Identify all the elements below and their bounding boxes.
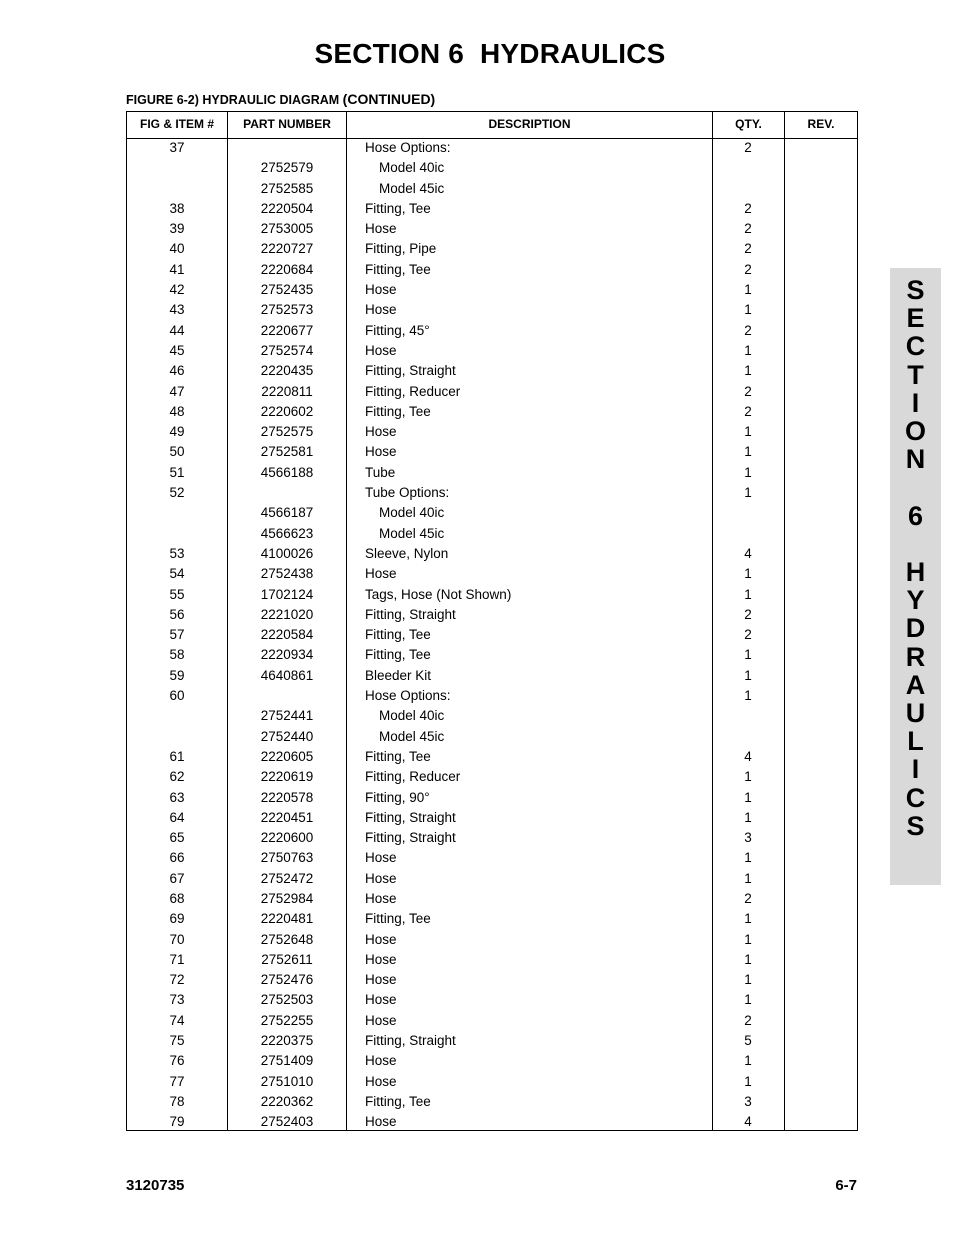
description: Fitting, Straight xyxy=(365,830,456,846)
table-row xyxy=(127,667,857,687)
quantity: 2 xyxy=(744,241,752,257)
section-side-tab xyxy=(890,268,941,885)
quantity: 2 xyxy=(744,627,752,643)
part-number: 2220481 xyxy=(260,911,314,927)
side-tab-letter: H xyxy=(905,557,926,587)
quantity: 1 xyxy=(744,485,752,501)
description: Fitting, Pipe xyxy=(365,241,437,257)
fig-item-number: 58 xyxy=(169,647,185,663)
part-number: 2752435 xyxy=(260,282,314,298)
quantity: 1 xyxy=(744,992,752,1008)
quantity: 1 xyxy=(744,586,752,602)
table-row xyxy=(127,383,857,403)
quantity: 1 xyxy=(744,282,752,298)
table-row xyxy=(127,1032,857,1052)
fig-item-number: 38 xyxy=(169,200,185,216)
description: Model 45ic xyxy=(379,728,445,744)
description: Tube Options: xyxy=(365,485,450,501)
table-row xyxy=(127,870,857,890)
table-row xyxy=(127,180,857,200)
side-tab-letter: R xyxy=(905,641,926,672)
quantity: 1 xyxy=(744,667,752,683)
fig-item-number: 57 xyxy=(169,627,185,643)
fig-item-number: 76 xyxy=(169,1053,185,1069)
part-number: 2753005 xyxy=(260,221,314,237)
side-tab-letter: I xyxy=(911,754,920,785)
table-row xyxy=(127,220,857,240)
part-number: 4640861 xyxy=(260,667,314,683)
fig-item-number: 75 xyxy=(169,1033,185,1049)
fig-item-number: 65 xyxy=(169,830,185,846)
part-number: 2220435 xyxy=(260,363,314,379)
part-number: 2220677 xyxy=(260,322,314,338)
part-number: 2220451 xyxy=(260,809,314,825)
quantity: 1 xyxy=(744,647,752,663)
part-number: 2752441 xyxy=(260,708,314,724)
description: Tags, Hose (Not Shown) xyxy=(365,586,512,602)
side-tab-letter: T xyxy=(907,359,924,390)
description: Model 40ic xyxy=(379,160,445,176)
table-row xyxy=(127,200,857,220)
description: Hose xyxy=(365,302,397,318)
part-number: 2752440 xyxy=(260,728,314,744)
quantity: 1 xyxy=(744,464,752,480)
table-row xyxy=(127,281,857,301)
quantity: 4 xyxy=(744,748,752,764)
fig-item-number: 69 xyxy=(169,911,185,927)
fig-item-number: 71 xyxy=(169,951,185,967)
table-row xyxy=(127,586,857,606)
quantity: 1 xyxy=(744,769,752,785)
table-row xyxy=(127,240,857,260)
figure-caption-continued: (CONTINUED) xyxy=(342,91,436,107)
fig-item-number: 51 xyxy=(169,464,185,480)
figure-caption-text: FIGURE 6-2) HYDRAULIC DIAGRAM xyxy=(126,93,343,107)
table-row xyxy=(127,403,857,423)
table-row xyxy=(127,1113,857,1133)
table-body xyxy=(127,139,857,1134)
description: Hose Options: xyxy=(365,688,451,704)
part-number: 2220811 xyxy=(261,383,313,399)
table-row xyxy=(127,707,857,727)
table-row xyxy=(127,890,857,910)
quantity: 1 xyxy=(744,1073,752,1089)
column-header-rev: REV. xyxy=(807,117,835,131)
description: Fitting, 90° xyxy=(365,789,430,805)
fig-item-number: 64 xyxy=(169,809,185,825)
side-tab-letter: U xyxy=(905,698,926,728)
table-row xyxy=(127,991,857,1011)
description: Hose xyxy=(365,890,397,906)
part-number: 4100026 xyxy=(260,545,314,561)
description: Fitting, Straight xyxy=(365,1033,456,1049)
fig-item-number: 67 xyxy=(169,870,185,886)
description: Fitting, Tee xyxy=(365,200,431,216)
side-tab-letter: N xyxy=(905,444,926,475)
table-row xyxy=(127,829,857,849)
table-row xyxy=(127,565,857,585)
description: Hose Options: xyxy=(365,140,451,155)
description: Hose xyxy=(365,850,397,866)
side-tab-letter: S xyxy=(906,275,925,305)
figure-caption xyxy=(126,91,435,107)
table-row xyxy=(127,423,857,443)
description: Fitting, Straight xyxy=(365,363,456,379)
part-number: 2752403 xyxy=(260,1114,314,1130)
table-row xyxy=(127,931,857,951)
table-row xyxy=(127,971,857,991)
parts-table xyxy=(126,111,858,1131)
fig-item-number: 66 xyxy=(169,850,185,866)
part-number: 2220684 xyxy=(260,261,314,277)
quantity: 1 xyxy=(744,424,752,440)
quantity: 2 xyxy=(744,140,752,155)
quantity: 1 xyxy=(744,789,752,805)
quantity: 1 xyxy=(744,809,752,825)
description: Hose xyxy=(365,282,397,298)
fig-item-number: 46 xyxy=(169,363,185,379)
part-number: 2220578 xyxy=(260,789,314,805)
table-row xyxy=(127,910,857,930)
table-row xyxy=(127,606,857,626)
description: Model 45ic xyxy=(379,525,445,541)
fig-item-number: 44 xyxy=(169,322,185,338)
side-tab-letter: Y xyxy=(906,585,925,616)
part-number: 2221020 xyxy=(260,606,314,622)
quantity: 2 xyxy=(744,1012,752,1028)
part-number: 1702124 xyxy=(260,586,314,602)
quantity: 1 xyxy=(744,342,752,358)
quantity: 2 xyxy=(744,383,752,399)
description: Fitting, Tee xyxy=(365,261,431,277)
part-number: 2752438 xyxy=(260,566,314,582)
fig-item-number: 61 xyxy=(169,748,185,764)
part-number: 2752575 xyxy=(260,424,314,440)
table-row xyxy=(127,626,857,646)
fig-item-number: 40 xyxy=(169,241,185,257)
description: Hose xyxy=(365,931,397,947)
description: Hose xyxy=(365,566,397,582)
description: Fitting, 45° xyxy=(365,322,430,338)
description: Tube xyxy=(365,464,396,480)
table-row xyxy=(127,951,857,971)
table-row xyxy=(127,261,857,281)
part-number: 2752476 xyxy=(260,972,314,988)
part-number: 2220619 xyxy=(260,769,314,785)
table-row xyxy=(127,525,857,545)
part-number: 2220602 xyxy=(260,403,314,419)
fig-item-number: 45 xyxy=(169,342,185,358)
column-header-description: DESCRIPTION xyxy=(488,117,571,131)
fig-item-number: 48 xyxy=(169,403,185,419)
part-number: 2220934 xyxy=(260,647,314,663)
description: Hose xyxy=(365,1114,397,1130)
quantity: 3 xyxy=(744,830,752,846)
part-number: 2750763 xyxy=(260,850,314,866)
description: Model 45ic xyxy=(379,180,445,196)
table-row xyxy=(127,1073,857,1093)
table-row xyxy=(127,687,857,707)
fig-item-number: 77 xyxy=(169,1073,185,1089)
quantity: 2 xyxy=(744,221,752,237)
description: Hose xyxy=(365,1053,397,1069)
table-row xyxy=(127,159,857,179)
table-row xyxy=(127,789,857,809)
description: Hose xyxy=(365,972,397,988)
fig-item-number: 73 xyxy=(169,992,185,1008)
part-number: 2752579 xyxy=(260,160,314,176)
table-row xyxy=(127,362,857,382)
fig-item-number: 63 xyxy=(169,789,185,805)
fig-item-number: 43 xyxy=(169,302,185,318)
part-number: 2220605 xyxy=(260,748,314,764)
section-title: SECTION 6 HYDRAULICS xyxy=(314,38,666,69)
table-row xyxy=(127,1052,857,1072)
quantity: 1 xyxy=(744,1053,752,1069)
fig-item-number: 68 xyxy=(169,890,185,906)
table-row xyxy=(127,748,857,768)
fig-item-number: 39 xyxy=(169,221,185,237)
quantity: 1 xyxy=(744,951,752,967)
description: Model 40ic xyxy=(379,505,445,521)
description: Fitting, Straight xyxy=(365,809,456,825)
description: Bleeder Kit xyxy=(365,667,432,683)
quantity: 3 xyxy=(744,1093,752,1109)
quantity: 5 xyxy=(744,1033,752,1049)
description: Fitting, Tee xyxy=(365,911,431,927)
description: Hose xyxy=(365,444,397,460)
part-number: 2751409 xyxy=(260,1053,314,1069)
fig-item-number: 42 xyxy=(169,282,185,298)
description: Fitting, Tee xyxy=(365,403,431,419)
fig-item-number: 72 xyxy=(169,972,185,988)
part-number: 2752472 xyxy=(260,870,314,886)
side-tab-letter: A xyxy=(905,669,926,700)
quantity: 1 xyxy=(744,363,752,379)
fig-item-number: 62 xyxy=(169,769,185,785)
description: Sleeve, Nylon xyxy=(365,545,449,561)
quantity: 1 xyxy=(744,302,752,318)
description: Fitting, Reducer xyxy=(365,769,461,785)
description: Fitting, Tee xyxy=(365,1093,431,1109)
side-tab-letter: C xyxy=(905,331,926,362)
fig-item-number: 60 xyxy=(169,688,185,704)
part-number: 4566187 xyxy=(260,505,314,521)
quantity: 1 xyxy=(744,444,752,460)
part-number: 2752503 xyxy=(260,992,314,1008)
quantity: 2 xyxy=(744,606,752,622)
page-number: 6-7 xyxy=(835,1177,857,1194)
description: Hose xyxy=(365,1073,397,1089)
description: Hose xyxy=(365,221,397,237)
fig-item-number: 41 xyxy=(169,261,185,277)
quantity: 1 xyxy=(744,972,752,988)
table-row xyxy=(127,1012,857,1032)
fig-item-number: 37 xyxy=(169,140,185,155)
quantity: 4 xyxy=(744,545,752,561)
side-tab-letter: E xyxy=(906,303,925,334)
part-number: 2220727 xyxy=(260,241,314,257)
table-row xyxy=(127,504,857,524)
quantity: 1 xyxy=(744,566,752,582)
table-row xyxy=(127,484,857,504)
side-tab-letter: D xyxy=(905,613,926,644)
part-number: 2752581 xyxy=(260,444,314,460)
part-number: 4566623 xyxy=(260,525,314,541)
description: Fitting, Reducer xyxy=(365,383,461,399)
side-tab-letter: L xyxy=(907,726,924,757)
description: Fitting, Tee xyxy=(365,627,431,643)
part-number: 2752573 xyxy=(260,302,314,318)
part-number: 2752611 xyxy=(261,951,313,967)
table-header xyxy=(127,112,857,139)
description: Hose xyxy=(365,424,397,440)
description: Model 40ic xyxy=(379,708,445,724)
table-row xyxy=(127,322,857,342)
table-row xyxy=(127,545,857,565)
description: Hose xyxy=(365,992,397,1008)
quantity: 1 xyxy=(744,870,752,886)
quantity: 1 xyxy=(744,688,752,704)
table-row xyxy=(127,768,857,788)
fig-item-number: 49 xyxy=(169,424,185,440)
fig-item-number: 50 xyxy=(169,444,185,460)
part-number: 2220375 xyxy=(260,1033,314,1049)
part-number: 2752585 xyxy=(260,180,314,196)
fig-item-number: 56 xyxy=(169,606,185,622)
document-number: 3120735 xyxy=(126,1177,185,1194)
side-tab-letter: C xyxy=(905,782,926,813)
fig-item-number: 54 xyxy=(169,566,185,582)
part-number: 2752574 xyxy=(260,342,314,358)
table-row xyxy=(127,728,857,748)
description: Hose xyxy=(365,342,397,358)
side-tab-letter: I xyxy=(911,387,920,418)
part-number: 2220600 xyxy=(260,830,314,846)
fig-item-number: 74 xyxy=(169,1012,185,1028)
part-number: 2752255 xyxy=(260,1012,314,1028)
table-row xyxy=(127,443,857,463)
fig-item-number: 78 xyxy=(169,1093,185,1109)
part-number: 2220362 xyxy=(260,1093,314,1109)
description: Hose xyxy=(365,1012,397,1028)
fig-item-number: 79 xyxy=(169,1114,185,1130)
table-row xyxy=(127,809,857,829)
quantity: 2 xyxy=(744,403,752,419)
table-row xyxy=(127,301,857,321)
description: Hose xyxy=(365,951,397,967)
column-header-item: FIG & ITEM # xyxy=(139,117,214,131)
table-row xyxy=(127,139,857,159)
part-number: 4566188 xyxy=(260,464,314,480)
fig-item-number: 59 xyxy=(169,667,185,683)
table-row xyxy=(127,849,857,869)
quantity: 2 xyxy=(744,322,752,338)
fig-item-number: 52 xyxy=(169,485,185,501)
quantity: 4 xyxy=(744,1114,752,1130)
column-header-part-number: PART NUMBER xyxy=(243,117,331,131)
description: Fitting, Tee xyxy=(365,748,431,764)
table-row xyxy=(127,646,857,666)
quantity: 2 xyxy=(744,890,752,906)
fig-item-number: 70 xyxy=(169,931,185,947)
quantity: 1 xyxy=(744,931,752,947)
table-row xyxy=(127,342,857,362)
description: Fitting, Straight xyxy=(365,606,456,622)
description: Hose xyxy=(365,870,397,886)
side-tab-letter: S xyxy=(906,810,925,841)
part-number: 2752984 xyxy=(260,890,314,906)
part-number: 2220584 xyxy=(260,627,314,643)
part-number: 2752648 xyxy=(260,931,314,947)
side-tab-letter: 6 xyxy=(907,500,924,531)
fig-item-number: 55 xyxy=(169,586,185,602)
table-row xyxy=(127,1093,857,1113)
quantity: 1 xyxy=(744,911,752,927)
column-header-qty: QTY. xyxy=(735,117,762,131)
quantity: 1 xyxy=(744,850,752,866)
part-number: 2751010 xyxy=(260,1073,314,1089)
quantity: 2 xyxy=(744,200,752,216)
side-tab-letter: O xyxy=(904,416,926,446)
fig-item-number: 53 xyxy=(169,545,185,561)
table-row xyxy=(127,464,857,484)
fig-item-number: 47 xyxy=(169,383,185,399)
description: Fitting, Tee xyxy=(365,647,431,663)
quantity: 2 xyxy=(744,261,752,277)
part-number: 2220504 xyxy=(260,200,314,216)
